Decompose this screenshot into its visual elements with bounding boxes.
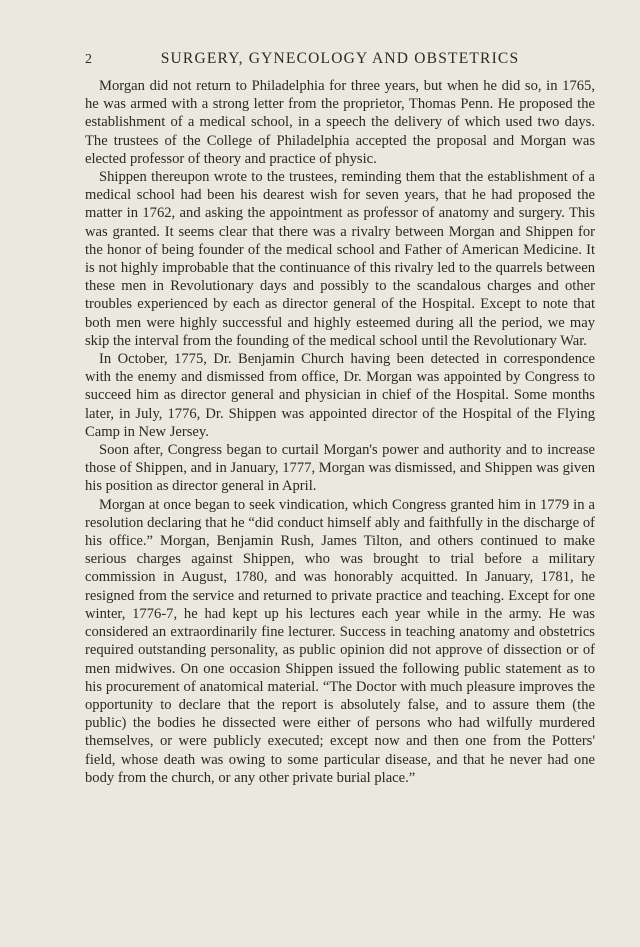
body-text — [85, 77, 595, 787]
paragraph-2: Shippen thereupon wrote to the trustees, reminding them that the establishment of a medical school had been his dearest wish for seven years, that he had proposed the matter in 1762, and asking the appointment as professor of anatomy and surgery. This was granted. It seems clear that there was a rivalry between Morgan and Shippen for the honor of being founder of the medical school and Father of American Medicine. It is not highly improbable that the continuance of this rivalry led to the quarrels between these men in Revolutionary days and possibly to the scandalous charges and other troubles experienced by each as director general of the Hospital. Except to note that both men were highly successful and highly esteemed during all the period, we may skip the interval from the founding of the medical school until the Revolutionary War. — [85, 169, 595, 349]
paragraph-4: Soon after, Congress began to curtail Morgan's power and authority and to increase those of Shippen, and in January, 1777, Morgan was dismissed, and Shippen was given his position as director general in April. — [85, 442, 595, 495]
paragraph-3: In October, 1775, Dr. Benjamin Church having been detected in correspondence with the enemy and dismissed from office, Dr. Morgan was appointed by Congress to succeed him as director general and physician in chief of the Hospital. Some months later, in July, 1776, Dr. Shippen was appointed director of the Hospital of the Flying Camp in New Jersey. — [85, 351, 595, 440]
running-title: SURGERY, GYNECOLOGY AND OBSTETRICS — [160, 50, 520, 67]
page-header — [85, 50, 595, 70]
page-number: 2 — [85, 52, 92, 67]
paragraph-1: Morgan did not return to Philadelphia for three years, but when he did so, in 1765, he was armed with a strong letter from the proprietor, Thomas Penn. He proposed the establishment of a medical school, in a speech the delivery of which used two days. The trustees of the College of Philadelphia accepted the proposal and Morgan was elected professor of theory and practice of physic. — [85, 78, 595, 167]
paragraph-5: Morgan at once began to seek vindication, which Congress granted him in 1779 in a resolution declaring that he “did conduct himself ably and faithfully in the discharge of his office.” Morgan, Benjamin Rush, James Tilton, and others continued to make serious charges against Shippen, who was brought to trial before a military commission in August, 1780, and was honorably acquitted. In January, 1781, he resigned from the service and returned to private practice and teaching. Except for one winter, 1776-7, he had kept up his lectures each year while in the army. He was considered an extraordinarily fine lecturer. Success in teaching anatomy and obstetrics required outstanding personality, as public opinion did not approve of dissection or of men midwives. On one occasion Shippen issued the following public statement as to his procurement of anatomical material. “The Doctor with much pleasure improves the opportunity to declare that the report is absolutely false, and to assure them (the public) the bodies he dissected were either of persons who had wilfully murdered themselves, or were publicly executed; except now and then one from the Potters' field, whose death was owing to some particular disease, and that he never had one body from the church, or any other private burial place.” — [85, 496, 595, 786]
